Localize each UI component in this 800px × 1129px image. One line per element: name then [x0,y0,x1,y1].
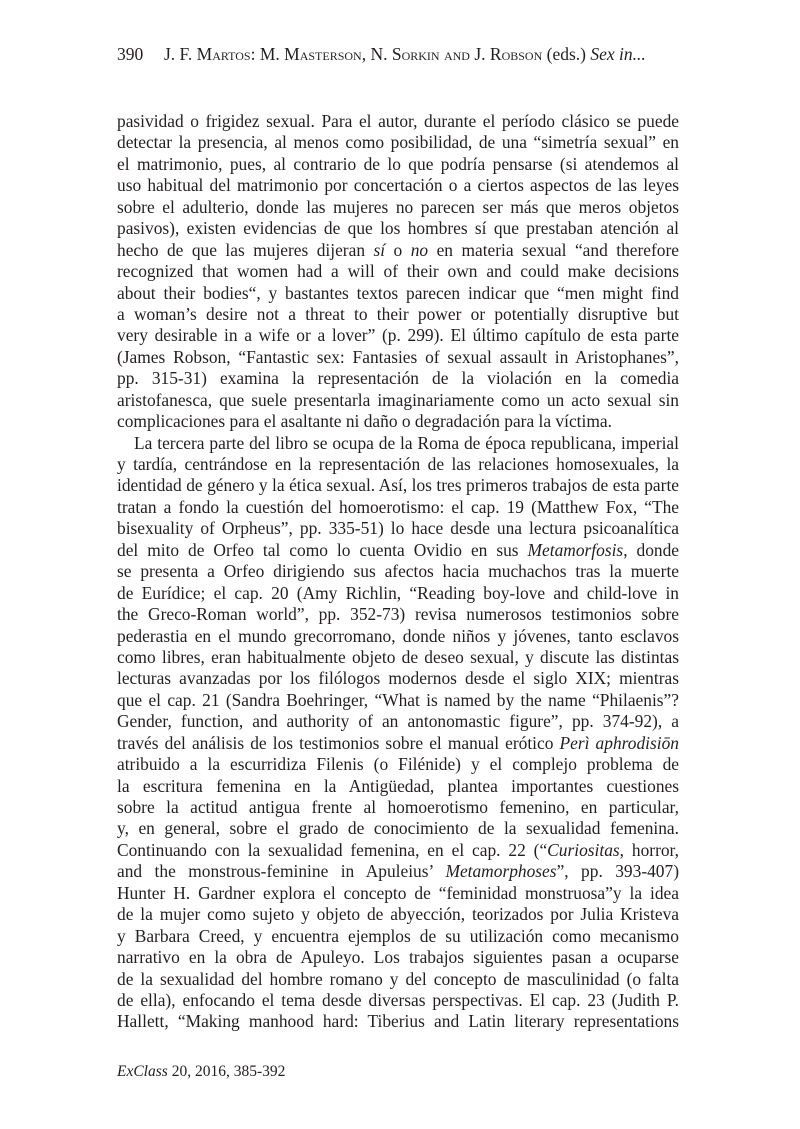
text-segment: and the monstrous-feminine in Apuleius’ [117,861,446,882]
text-line [117,561,679,582]
text-segment: la escritura femenina en la Antigüedad, plantea importantes cuestiones [117,775,679,796]
text-line [117,668,679,689]
text-line [117,347,679,368]
text-segment: Hunter H. Gardner explora el concepto de “feminidad monstruosa”y la idea [117,882,679,903]
text-segment: La tercera parte del libro se ocupa de la Roma de época republicana, imperial [134,432,679,453]
body-text [117,111,679,1033]
text-line [117,154,679,175]
paragraph [117,111,679,433]
text-segment: identidad de género y la ética sexual. Así, los tres primeros trabajos de esta parte [117,475,679,496]
text-line [117,261,679,282]
text-segment: en materia sexual “and therefore [428,239,679,260]
text-segment: Continuando con la sexualidad femenina, en el cap. 22 (“ [117,839,548,860]
text-segment: tratan a fondo la cuestión del homoerotismo: el cap. 19 (Matthew Fox, “The [117,496,679,517]
text-segment: Hallett, “Making manhood hard: Tiberius and Latin literary representations [117,1011,679,1032]
text-segment: de Eurídice; el cap. 20 (Amy Richlin, “Reading boy-love and child-love in [117,582,679,603]
text-segment: sobre el adulterio, donde las mujeres no parecen ser más que meros objetos [117,196,679,217]
text-segment: pederastia en el mundo grecorromano, donde niños y jóvenes, tanto esclavos [117,625,679,646]
italic-text: Metamorfosis [527,539,624,560]
text-line [117,1011,679,1032]
text-line [117,175,679,196]
footer-citation [117,1063,285,1081]
text-segment: pp. 315-31) examina la representación de la violación en la comedia [117,368,679,389]
text-segment: about their bodies“, y bastantes textos parecen indicar que “men might find [117,282,679,303]
text-segment: y, en general, sobre el grado de conocimiento de la sexualidad femenina. [117,818,679,839]
text-line [117,883,679,904]
text-line [117,518,679,539]
text-line [117,647,679,668]
text-line [117,776,679,797]
text-line [117,990,679,1011]
text-segment: , horror, [619,839,679,860]
text-line [117,240,679,261]
text-segment: narrativo en la obra de Apuleyo. Los trabajos siguientes pasan a ocuparse [117,947,679,968]
running-header [117,44,646,65]
text-line [117,283,679,304]
text-segment: bisexuality of Orpheus”, pp. 335-51) lo hace desde una lectura psicoanalítica [117,518,679,539]
text-segment: aristofanesca, que suele presentarla imaginariamente como un acto sexual sin [117,389,679,410]
footer-volume: 20, 2016, 385-392 [167,1063,286,1080]
text-segment: de la mujer como sujeto y objeto de abyección, teorizados por Julia Kristeva [117,904,679,925]
text-segment: del mito de Orfeo tal como lo cuenta Ovidio en sus [117,539,528,560]
text-segment: través del análisis de los testimonios sobre el manual erótico [117,732,560,753]
text-segment: very desirable in a wife or a lover” (p. 299). El último capítulo de esta parte [117,325,679,346]
text-segment: Gender, function, and authority of an antonomastic figure”, pp. 374-92), a [117,711,679,732]
text-segment: , donde [623,539,679,560]
text-segment: como libres, eran habitualmente objeto de deseo sexual, y discute las distintas [117,646,679,667]
text-segment: a woman’s desire not a threat to their power or potentially disruptive but [117,303,679,324]
header-author: J. F. Martos: [164,44,256,64]
text-line [117,969,679,990]
text-line [117,540,679,561]
text-segment: recognized that women had a will of their own and could make decisions [117,261,679,282]
text-segment: pasivos), existen evidencias de que los hombres sí que prestaban atención al [117,218,679,239]
page-number: 390 [117,44,144,64]
text-line [117,218,679,239]
text-segment: de ella), enfocando el tema desde diversas perspectivas. El cap. 23 (Judith P. [117,989,679,1010]
text-segment: y Barbara Creed, y encuentra ejemplos de su utilización como mecanismo [117,925,679,946]
text-line [117,132,679,153]
header-editors: M. Masterson, N. Sorkin and J. Robson [259,44,543,64]
text-line [117,797,679,818]
text-line [117,390,679,411]
text-segment: que el cap. 21 (Sandra Boehringer, “What is named by the name “Philaenis”? [117,689,679,710]
text-line [117,754,679,775]
italic-text: sí [373,239,386,260]
header-title: Sex in... [590,44,646,64]
text-line [117,454,679,475]
text-segment: sobre la actitud antigua frente al homoerotismo femenino, en particular, [117,797,679,817]
text-line [117,411,679,432]
text-line [117,733,679,754]
text-segment: complicaciones para el asaltante ni daño o degradación para la víctima. [117,411,612,432]
italic-text: Perì aphrodisiōn [559,732,679,753]
text-line [117,626,679,647]
text-segment: uso habitual del matrimonio por concertación o a ciertos aspectos de las leyes [117,175,679,196]
text-line [117,947,679,968]
text-line [117,497,679,518]
italic-text: no [410,239,429,260]
text-segment: detectar la presencia, al menos como posibilidad, de una “simetría sexual” en [117,132,679,153]
text-line [117,368,679,389]
italic-text: Metamorphoses [445,861,557,882]
text-line [117,711,679,732]
text-segment: (James Robson, “Fantastic sex: Fantasies of sexual assault in Aristophanes”, [117,346,679,367]
text-line [117,325,679,346]
text-line [117,690,679,711]
text-segment: hecho de que las mujeres dijeran [117,239,374,260]
text-segment: se presenta a Orfeo dirigiendo sus afectos hacia muchachos tras la muerte [117,561,679,582]
text-line [117,926,679,947]
text-line [117,840,679,861]
text-line [117,304,679,325]
text-line [117,583,679,604]
text-line [117,433,679,454]
text-segment: y tardía, centrándose en la representación de las relaciones homosexuales, la [117,454,679,474]
paragraph [117,433,679,1033]
text-segment: pasividad o frigidez sexual. Para el autor, durante el período clásico se puede [117,111,679,131]
text-line [117,604,679,625]
text-segment: el matrimonio, pues, al contrario de lo que podría pensarse (si atendemos al [117,153,679,174]
text-line [117,818,679,839]
header-eds: (eds.) [546,44,586,64]
text-segment: lecturas avanzadas por los filólogos modernos desde el siglo XIX; mientras [117,668,679,689]
footer-journal: ExClass [117,1063,168,1080]
text-segment: the Greco-Roman world”, pp. 352-73) revisa numerosos testimonios sobre [117,604,679,625]
text-line [117,475,679,496]
text-segment: ”, pp. 393-407) [556,861,679,882]
text-line [117,197,679,218]
text-segment: de la sexualidad del hombre romano y del concepto de masculinidad (o falta [117,968,679,989]
text-line [117,904,679,925]
text-line [117,861,679,882]
text-line [117,111,679,132]
text-segment: atribuido a la escurridiza Filenis (o Filénide) y el complejo problema de [117,754,679,775]
italic-text: Curiositas [547,839,620,860]
text-segment: o [385,239,411,260]
